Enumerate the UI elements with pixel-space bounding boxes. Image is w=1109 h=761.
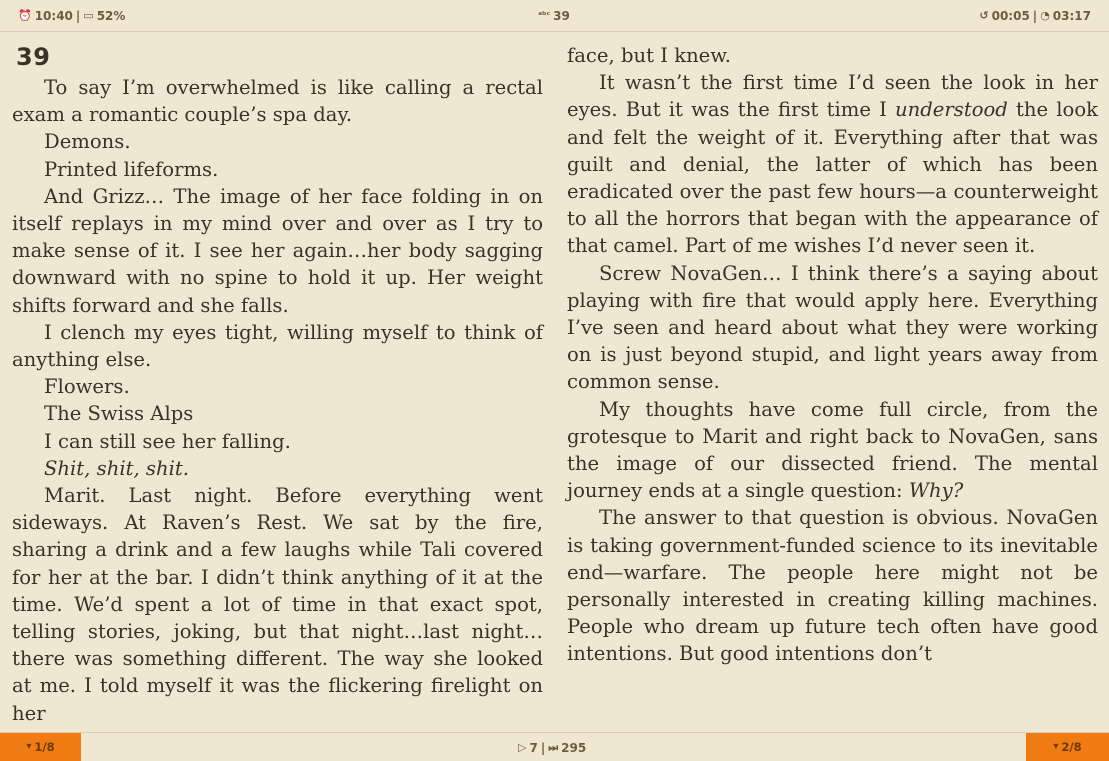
paragraph-continued: face, but I knew.: [567, 44, 731, 67]
paragraph: The Swiss Alps: [44, 402, 194, 426]
left-page[interactable]: [12, 42, 543, 727]
paragraph: I can still see her falling.: [44, 429, 291, 453]
paragraph: And Grizz… The image of her face folding in on itself replays in my mind over and over as I try to make sense of it. I see her again…her body sagging downward with no spine to hold it up. Her weight shifts forward and she falls.: [12, 184, 543, 317]
paragraph: The answer to that question is obvious. NovaGen is taking government-funded science to its inevitable end—warfare. The people here might not be personally interested in creating killing machines. People who dream up future tech often have good intentions. But good intentions don’t: [567, 506, 1098, 666]
status-center: [538, 9, 570, 23]
paragraph: To say I’m overwhelmed is like calling a rectal exam a romantic couple’s spa day.: [12, 76, 543, 127]
paragraph: Flowers.: [44, 375, 130, 399]
paragraph: [567, 396, 1098, 505]
separator: |: [1032, 9, 1038, 23]
remaining-time: 03:17: [1052, 9, 1091, 23]
battery-level: 52%: [96, 9, 126, 23]
paragraph: Demons.: [44, 130, 131, 154]
separator: |: [75, 9, 81, 23]
total-pages-icon: ⏭: [548, 741, 559, 754]
chapter-title: 39: [16, 43, 51, 71]
emphasis: understood: [895, 98, 1008, 122]
status-bar: [0, 0, 1109, 32]
left-page-number: 1/8: [34, 740, 55, 754]
status-right: [979, 9, 1091, 23]
paragraph: Printed lifeforms.: [44, 157, 219, 181]
left-page-indicator[interactable]: [0, 733, 81, 761]
text-run: It wasn’t the first time I’d seen the look in her eyes. But it was the first time I: [567, 71, 1098, 122]
chapter-icon: ᵃᵇᶜ: [538, 11, 551, 21]
total-pages: 295: [561, 741, 587, 755]
clock-time: 10:40: [34, 9, 73, 23]
alarm-clock-icon: ⏰: [18, 9, 32, 22]
elapsed-time: 00:05: [991, 9, 1030, 23]
pages-left: 7: [529, 741, 538, 755]
page-progress: [518, 741, 586, 755]
battery-icon: ▭: [83, 9, 94, 22]
status-left: [18, 9, 125, 23]
page-marker-icon: ▾: [26, 741, 32, 752]
footer-bar: [0, 732, 1109, 761]
chapter-indicator: 39: [553, 9, 570, 23]
right-page-indicator[interactable]: [1026, 733, 1109, 761]
page-marker-icon: ▾: [1053, 741, 1059, 752]
text-run: the look and felt the weight of it. Everything after that was guilt and denial, the latter of which has been eradicated over the past few hours—a counterweight to all the horrors that began with the appearance of that camel. Part of me wishes I’d never seen it.: [567, 98, 1099, 258]
paragraph: [567, 69, 1098, 259]
right-page[interactable]: [567, 42, 1098, 668]
paragraph: I clench my eyes tight, willing myself to think of anything else.: [12, 320, 543, 372]
paragraph-italic: Shit, shit, shit.: [44, 456, 189, 480]
text-run: My thoughts have come full circle, from the grotesque to Marit and right back to NovaGen, sans the image of our dissected friend. The mental journey ends at a single question:: [567, 397, 1098, 503]
right-page-number: 2/8: [1061, 740, 1082, 754]
history-icon: ↺: [979, 9, 989, 22]
emphasis: Why?: [908, 479, 964, 503]
next-pages-icon: ▷: [518, 741, 527, 754]
timer-icon: ◔: [1040, 9, 1050, 22]
separator: |: [540, 741, 546, 755]
paragraph: Screw NovaGen… I think there’s a saying about playing with fire that would apply here. Everything I’ve seen and heard about what they were working on is just beyond stupid, and light years away from common sense.: [567, 261, 1098, 394]
paragraph: Marit. Last night. Before everything went sideways. At Raven’s Rest. We sat by the fire, sharing a drink and a few laughs while Tali covered for her at the bar. I didn’t think anything of it at the time. We’d spent a lot of time in that exact spot, telling stories, joking, but that night…last night…there was something different. The way she looked at me. I told myself it was the flickering firelight on her: [12, 484, 543, 725]
